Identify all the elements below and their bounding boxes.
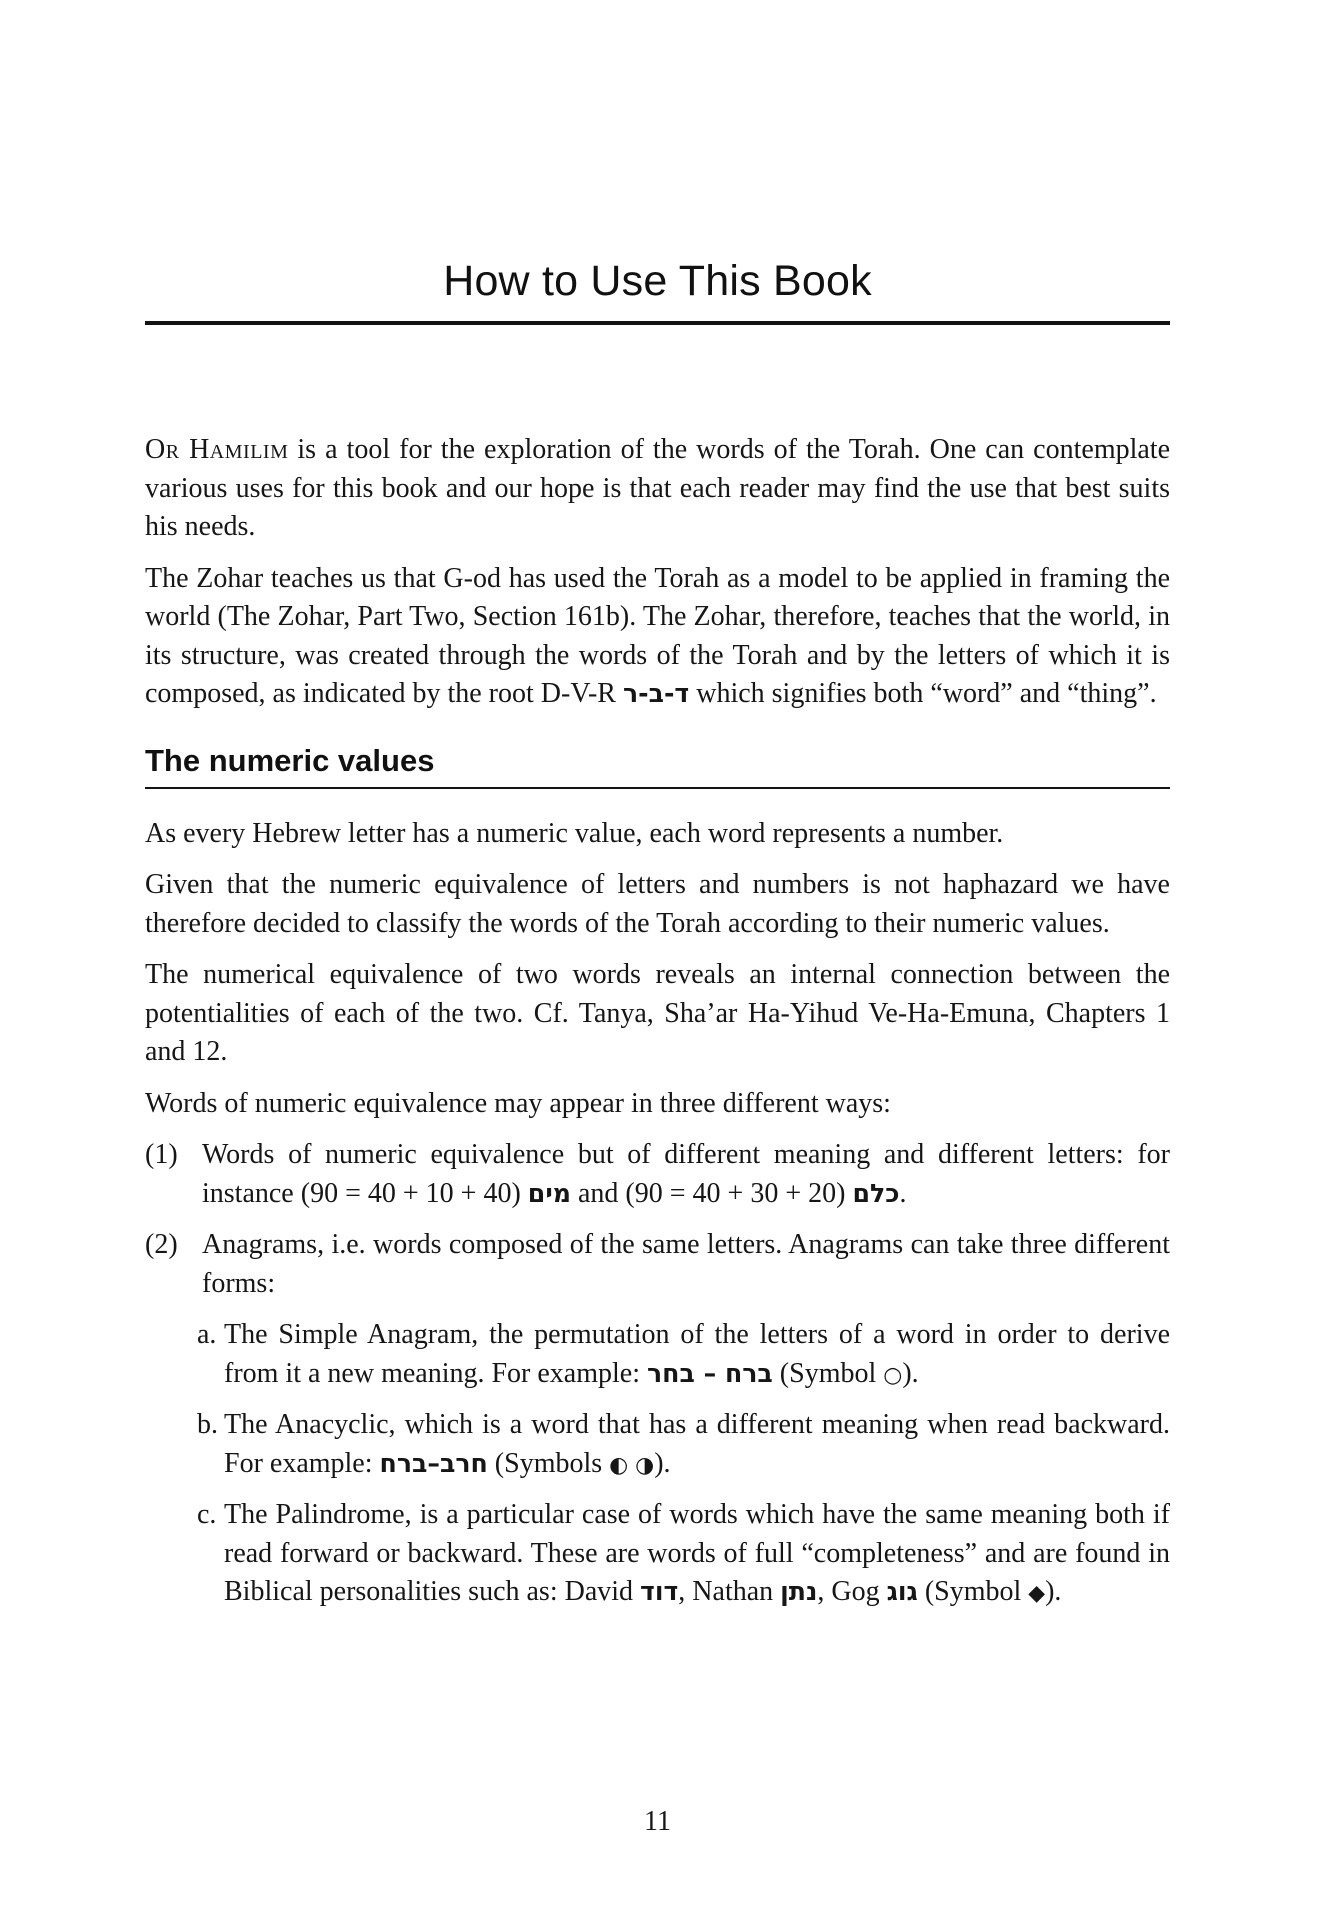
body-text: As every Hebrew letter has a numeric value, each word represents a number.	[145, 817, 1004, 849]
body-text: (40 + 10 + 40 = 90) and	[300, 1177, 626, 1209]
intro-text-blocks	[145, 431, 1170, 714]
section-heading: The numeric values	[145, 742, 435, 778]
hebrew-text: דוד	[640, 1577, 679, 1606]
title-rule	[145, 321, 1170, 325]
body-text: Words of numeric equivalence but of different meaning and different letters: for instance	[202, 1139, 1170, 1209]
body-text: is a tool for the exploration of the words of the Torah. One can contemplate various uses for this book and our hope is that each reader may find the use that best suits his needs.	[145, 434, 1171, 542]
small-caps-text: Or Hamilim	[145, 434, 289, 465]
body-text: The Zohar teaches us that G-od has used the Torah as a model to be applied in framing the world (The Zohar, Part Two, Section 161b). The Zohar, therefore, teaches that the world, in its structure, was created through the words of the Torah and by the letters of which it is composed, as indicated by the root D-V-R	[145, 562, 1170, 709]
body-text: , Gog	[817, 1576, 887, 1607]
numeric-values-paragraph-4	[145, 1085, 1170, 1124]
section-text-blocks	[145, 815, 1170, 1612]
hebrew-text: ד-ב-ר	[622, 679, 690, 708]
hebrew-text: כלם	[852, 1178, 900, 1208]
book-page	[145, 0, 1170, 1625]
body-text: The Simple Anagram, the permutation of the letters of a word in order to derive from it a new meaning. For example:	[224, 1319, 1170, 1389]
sublist-item-c	[145, 1496, 1170, 1612]
body-text: (20 + 30 + 40 = 90).	[625, 1177, 907, 1209]
classification-symbol: ○	[883, 1362, 903, 1388]
page-number: 11	[644, 1806, 671, 1837]
classification-symbol: ◐ ◑	[609, 1452, 655, 1478]
body-text: Words of numeric equivalence may appear in three different ways:	[145, 1087, 891, 1119]
numeric-values-paragraph-2	[145, 866, 1170, 943]
intro-paragraph-2	[145, 560, 1170, 714]
body-text: (Symbol	[772, 1357, 884, 1389]
hebrew-text: גוג	[886, 1577, 918, 1606]
sublist-item-b	[145, 1406, 1170, 1483]
body-text: Given that the numeric equivalence of letters and numbers is not haphazard we have therefore decided to classify the words of the Torah according to their numeric values.	[145, 869, 1170, 939]
list-item-2	[145, 1226, 1170, 1303]
body-text: The Anacyclic, which is a word that has a different meaning when read backward. For example:	[224, 1409, 1170, 1479]
body-text: (Symbols	[487, 1447, 610, 1479]
body-text: The numerical equivalence of two words reveals an internal connection between the potentialities of each of the two. Cf. Tanya, Sha’ar Ha-Yihud Ve-Ha-Emuna, Chapters 1 and 12.	[145, 959, 1170, 1067]
body-text: Anagrams, i.e. words composed of the same letters. Anagrams can take three different forms:	[202, 1229, 1170, 1299]
hebrew-text: חרב–ברח	[379, 1448, 488, 1478]
list-marker: b.	[197, 1409, 218, 1440]
list-item-1	[145, 1136, 1170, 1213]
hebrew-text: נתן	[780, 1577, 818, 1606]
body-text: ).	[1045, 1576, 1062, 1607]
body-text: The Palindrome, is a particular case of words which have the same meaning both if read forward or backward. These are words of full “completeness” and are found in Biblical personalities such as: David	[224, 1499, 1170, 1607]
hebrew-text: ברח – בחר	[647, 1358, 773, 1388]
intro-paragraph-1	[145, 431, 1170, 547]
list-marker: a.	[197, 1319, 217, 1350]
list-marker: (1)	[145, 1139, 178, 1170]
body-text: ).	[654, 1447, 671, 1479]
list-marker: c.	[197, 1499, 217, 1530]
list-marker: (2)	[145, 1229, 178, 1260]
classification-symbol: ◆	[1028, 1581, 1046, 1606]
hebrew-text: מים	[527, 1178, 571, 1208]
numeric-values-paragraph-3	[145, 956, 1170, 1072]
body-text: which signifies both “word” and “thing”.	[689, 678, 1157, 709]
sublist-item-a	[145, 1316, 1170, 1393]
body-text: (Symbol	[917, 1576, 1029, 1607]
body-text: ).	[902, 1357, 919, 1389]
body-text: , Nathan	[678, 1576, 781, 1607]
page-title: How to Use This Book	[443, 257, 872, 305]
heading-rule	[145, 787, 1170, 789]
numeric-values-paragraph-1	[145, 815, 1170, 854]
